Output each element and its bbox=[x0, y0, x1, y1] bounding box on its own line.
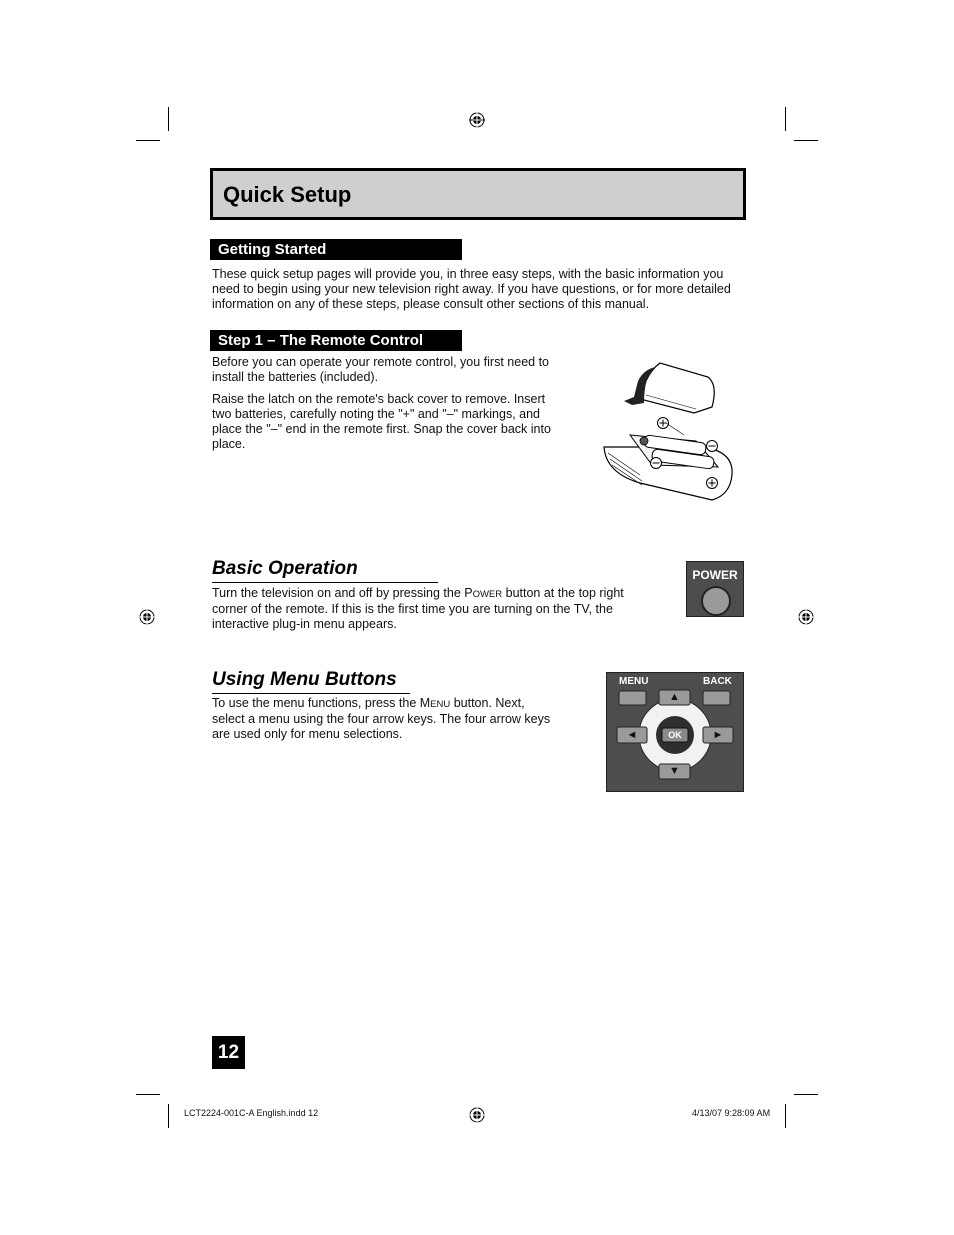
minus-icon bbox=[651, 458, 662, 469]
text-line: Before you can operate your remote control, you first need to bbox=[212, 355, 549, 369]
menu-buttons-text bbox=[212, 696, 550, 742]
text-line: place the "–" end in the remote first. Snap the cover back into bbox=[212, 422, 551, 436]
down-arrow-icon: ▼ bbox=[669, 765, 680, 777]
power-button-illustration bbox=[686, 561, 744, 617]
text-line: install the batteries (included). bbox=[212, 370, 379, 384]
crop-mark bbox=[794, 1094, 818, 1095]
crop-mark bbox=[785, 107, 786, 131]
plus-icon bbox=[707, 478, 718, 489]
text-line: select a menu using the four arrow keys. The four arrow keys bbox=[212, 712, 551, 726]
text-line: Raise the latch on the remote's back cover to remove. Insert bbox=[212, 392, 546, 406]
text-line: Turn the television on and off by pressing the POWER button at the top right bbox=[212, 586, 624, 600]
right-arrow-icon: ► bbox=[712, 729, 724, 741]
step1-para-1 bbox=[212, 355, 549, 385]
crop-mark bbox=[168, 107, 169, 131]
text-line: are used only for menu selections. bbox=[212, 727, 403, 741]
crop-mark bbox=[136, 1094, 160, 1095]
back-key-icon bbox=[703, 691, 730, 705]
text-line: These quick setup pages will provide you, in three easy steps, with the basic information you bbox=[212, 267, 724, 281]
step1-para-2 bbox=[212, 392, 551, 452]
crop-mark bbox=[136, 140, 160, 141]
getting-started-text bbox=[212, 267, 731, 312]
basic-operation-text bbox=[212, 586, 624, 632]
remote-battery-illustration bbox=[600, 355, 742, 505]
crop-mark bbox=[794, 140, 818, 141]
page-title: Quick Setup bbox=[223, 182, 352, 207]
text-line: two batteries, carefully noting the "+" and "–" markings, and bbox=[212, 407, 540, 421]
registration-mark-icon bbox=[469, 112, 485, 128]
section-heading-using-menu-buttons: Using Menu Buttons bbox=[212, 669, 410, 694]
registration-mark-icon bbox=[469, 1107, 485, 1123]
ok-label: OK bbox=[668, 730, 682, 740]
section-heading-step-1: Step 1 – The Remote Control bbox=[210, 330, 462, 351]
crop-mark bbox=[785, 1104, 786, 1128]
section-heading-getting-started: Getting Started bbox=[210, 239, 462, 260]
left-arrow-icon: ◄ bbox=[626, 729, 638, 741]
text-line: To use the menu functions, press the MENU button. Next, bbox=[212, 696, 525, 710]
page-title-box bbox=[210, 168, 746, 220]
text-line: place. bbox=[212, 437, 246, 451]
footer-timestamp: 4/13/07 9:28:09 AM bbox=[692, 1108, 771, 1118]
crop-mark bbox=[168, 1104, 169, 1128]
registration-mark-icon bbox=[139, 609, 155, 625]
text-line: corner of the remote. If this is the first time you are turning on the TV, the bbox=[212, 602, 613, 616]
back-label: BACK bbox=[703, 676, 732, 687]
menu-key-icon bbox=[619, 691, 646, 705]
text-line: information on any of these steps, please consult other sections of this manual. bbox=[212, 297, 650, 311]
minus-icon bbox=[707, 441, 718, 452]
up-arrow-icon: ▲ bbox=[669, 691, 680, 703]
text-line: need to begin using your new television right away. If you have questions, or for more detailed bbox=[212, 282, 731, 296]
page-number: 12 bbox=[212, 1036, 245, 1069]
text-line: interactive plug-in menu appears. bbox=[212, 617, 397, 631]
menu-label: MENU bbox=[619, 676, 649, 687]
power-label: POWER bbox=[692, 568, 738, 582]
section-heading-basic-operation: Basic Operation bbox=[212, 558, 438, 583]
plus-icon bbox=[658, 418, 669, 429]
power-button-icon bbox=[701, 586, 731, 616]
menu-buttons-illustration bbox=[606, 672, 744, 792]
registration-mark-icon bbox=[798, 609, 814, 625]
footer-file-info: LCT2224-001C-A English.indd 12 bbox=[184, 1108, 319, 1118]
